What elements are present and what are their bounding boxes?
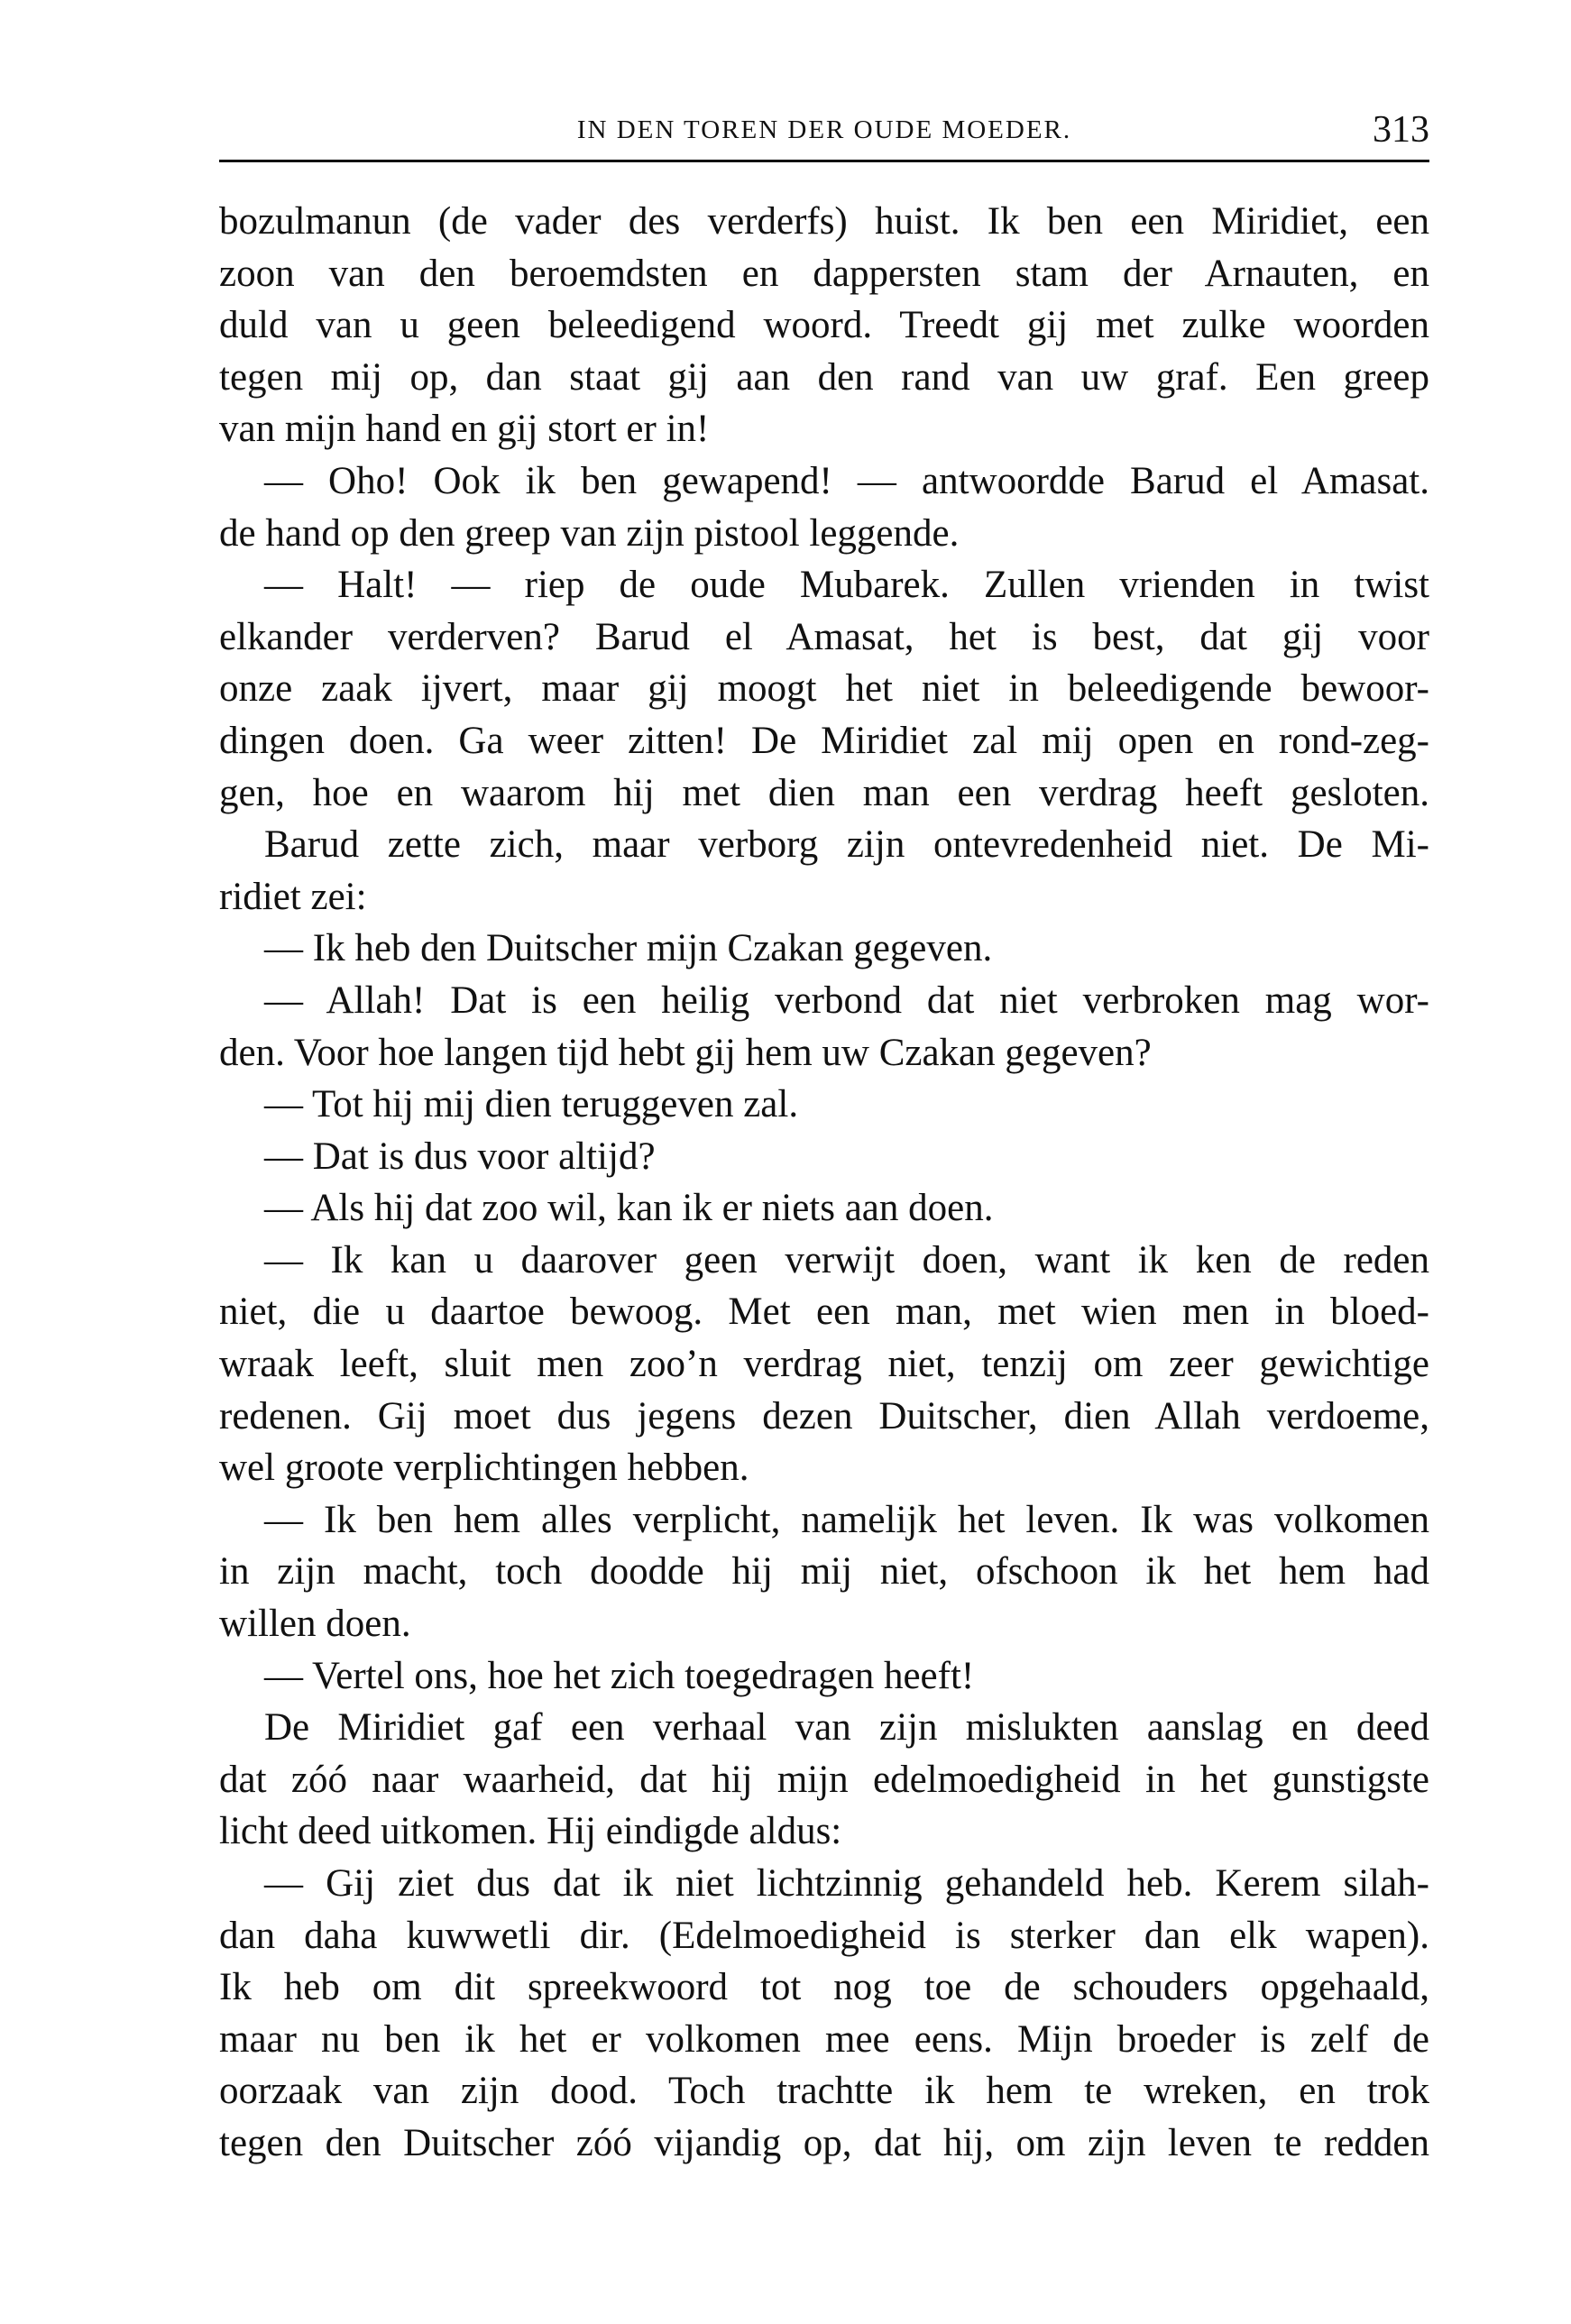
text-line: — Ik heb den Duitscher mijn Czakan gegeven. [264, 927, 993, 970]
text-line: duld van u geen beleedigend woord. Treedt gij met zulke woorden [219, 304, 1429, 347]
text-line: De Miridiet gaf een verhaal van zijn mislukten aanslag en deed [264, 1706, 1429, 1750]
running-title: IN DEN TOREN DER OUDE MOEDER. [576, 115, 1072, 144]
text-line: bozulmanun (de vader des verderfs) huist. Ik ben een Miridiet, een [219, 200, 1429, 243]
text-line: licht deed uitkomen. Hij eindigde aldus: [219, 1810, 842, 1853]
text-line: willen doen. [219, 1603, 411, 1646]
page-number: 313 [1373, 109, 1429, 151]
text-line: gen, hoe en waarom hij met dien man een verdrag heeft gesloten. [219, 771, 1429, 814]
text-line: van mijn hand en gij stort er in! [219, 408, 710, 451]
text-line: zoon van den beroemdsten en dappersten stam der Arnauten, en [219, 252, 1429, 295]
text-line: — Vertel ons, hoe het zich toegedragen heeft! [264, 1654, 975, 1697]
body-text [219, 196, 1429, 2170]
text-line: tegen mij op, dan staat gij aan den rand van uw graf. Een greep [219, 355, 1429, 399]
text-line: maar nu ben ik het er volkomen mee eens. Mijn broeder is zelf de [219, 2017, 1429, 2061]
text-line: wraak leeft, sluit men zoo’n verdrag niet, tenzij om zeer gewichtige [219, 1343, 1429, 1386]
text-line: onze zaak ijvert, maar gij moogt het niet in beleedigende bewoor- [219, 667, 1429, 711]
text-line: — Als hij dat zoo wil, kan ik er niets aan doen. [264, 1187, 994, 1230]
running-header [219, 108, 1429, 153]
text-line: ridiet zei: [219, 875, 367, 918]
text-line: elkander verderven? Barud el Amasat, het is best, dat gij voor [219, 615, 1429, 658]
text-line: wel groote verplichtingen hebben. [219, 1447, 749, 1490]
text-line: — Halt! — riep de oude Mubarek. Zullen vrienden in twist [264, 564, 1429, 607]
text-line: — Ik ben hem alles verplicht, namelijk het leven. Ik was volkomen [264, 1498, 1429, 1541]
text-line: — Oho! Ook ik ben gewapend! — antwoordde Barud el Amasat. [264, 459, 1429, 502]
text-line: Barud zette zich, maar verborg zijn ontevredenheid niet. De Mi- [264, 823, 1429, 867]
text-line: dat zóó naar waarheid, dat hij mijn edelmoedigheid in het gunstigste [219, 1758, 1429, 1801]
text-line: — Gij ziet dus dat ik niet lichtzinnig gehandeld heb. Kerem silah- [264, 1862, 1429, 1905]
text-line: dingen doen. Ga weer zitten! De Miridiet zal mij open en rond-zeg- [219, 719, 1429, 762]
text-line: oorzaak van zijn dood. Toch trachtte ik hem te wreken, en trok [219, 2070, 1429, 2113]
text-line: niet, die u daartoe bewoog. Met een man, met wien men in bloed- [219, 1291, 1429, 1334]
text-line: Ik heb om dit spreekwoord tot nog toe de schouders opgehaald, [219, 1966, 1429, 2009]
header-rule [219, 160, 1429, 162]
text-line: — Dat is dus voor altijd? [264, 1134, 656, 1178]
text-line: tegen den Duitscher zóó vijandig op, dat hij, om zijn leven te redden [219, 2121, 1429, 2164]
text-line: — Allah! Dat is een heilig verbond dat niet verbroken mag wor- [264, 978, 1429, 1022]
text-line: redenen. Gij moet dus jegens dezen Duitscher, dien Allah verdoeme, [219, 1394, 1429, 1438]
text-line: de hand op den greep van zijn pistool leggende. [219, 511, 960, 555]
text-line: den. Voor hoe langen tijd hebt gij hem uw Czakan gegeven? [219, 1031, 1152, 1074]
text-line: — Tot hij mij dien teruggeven zal. [264, 1083, 799, 1126]
text-line: dan daha kuwwetli dir. (Edelmoedigheid is sterker dan elk wapen). [219, 1914, 1429, 1957]
text-line: — Ik kan u daarover geen verwijt doen, want ik ken de reden [264, 1238, 1429, 1281]
text-line: in zijn macht, toch doodde hij mij niet, ofschoon ik het hem had [219, 1550, 1429, 1594]
